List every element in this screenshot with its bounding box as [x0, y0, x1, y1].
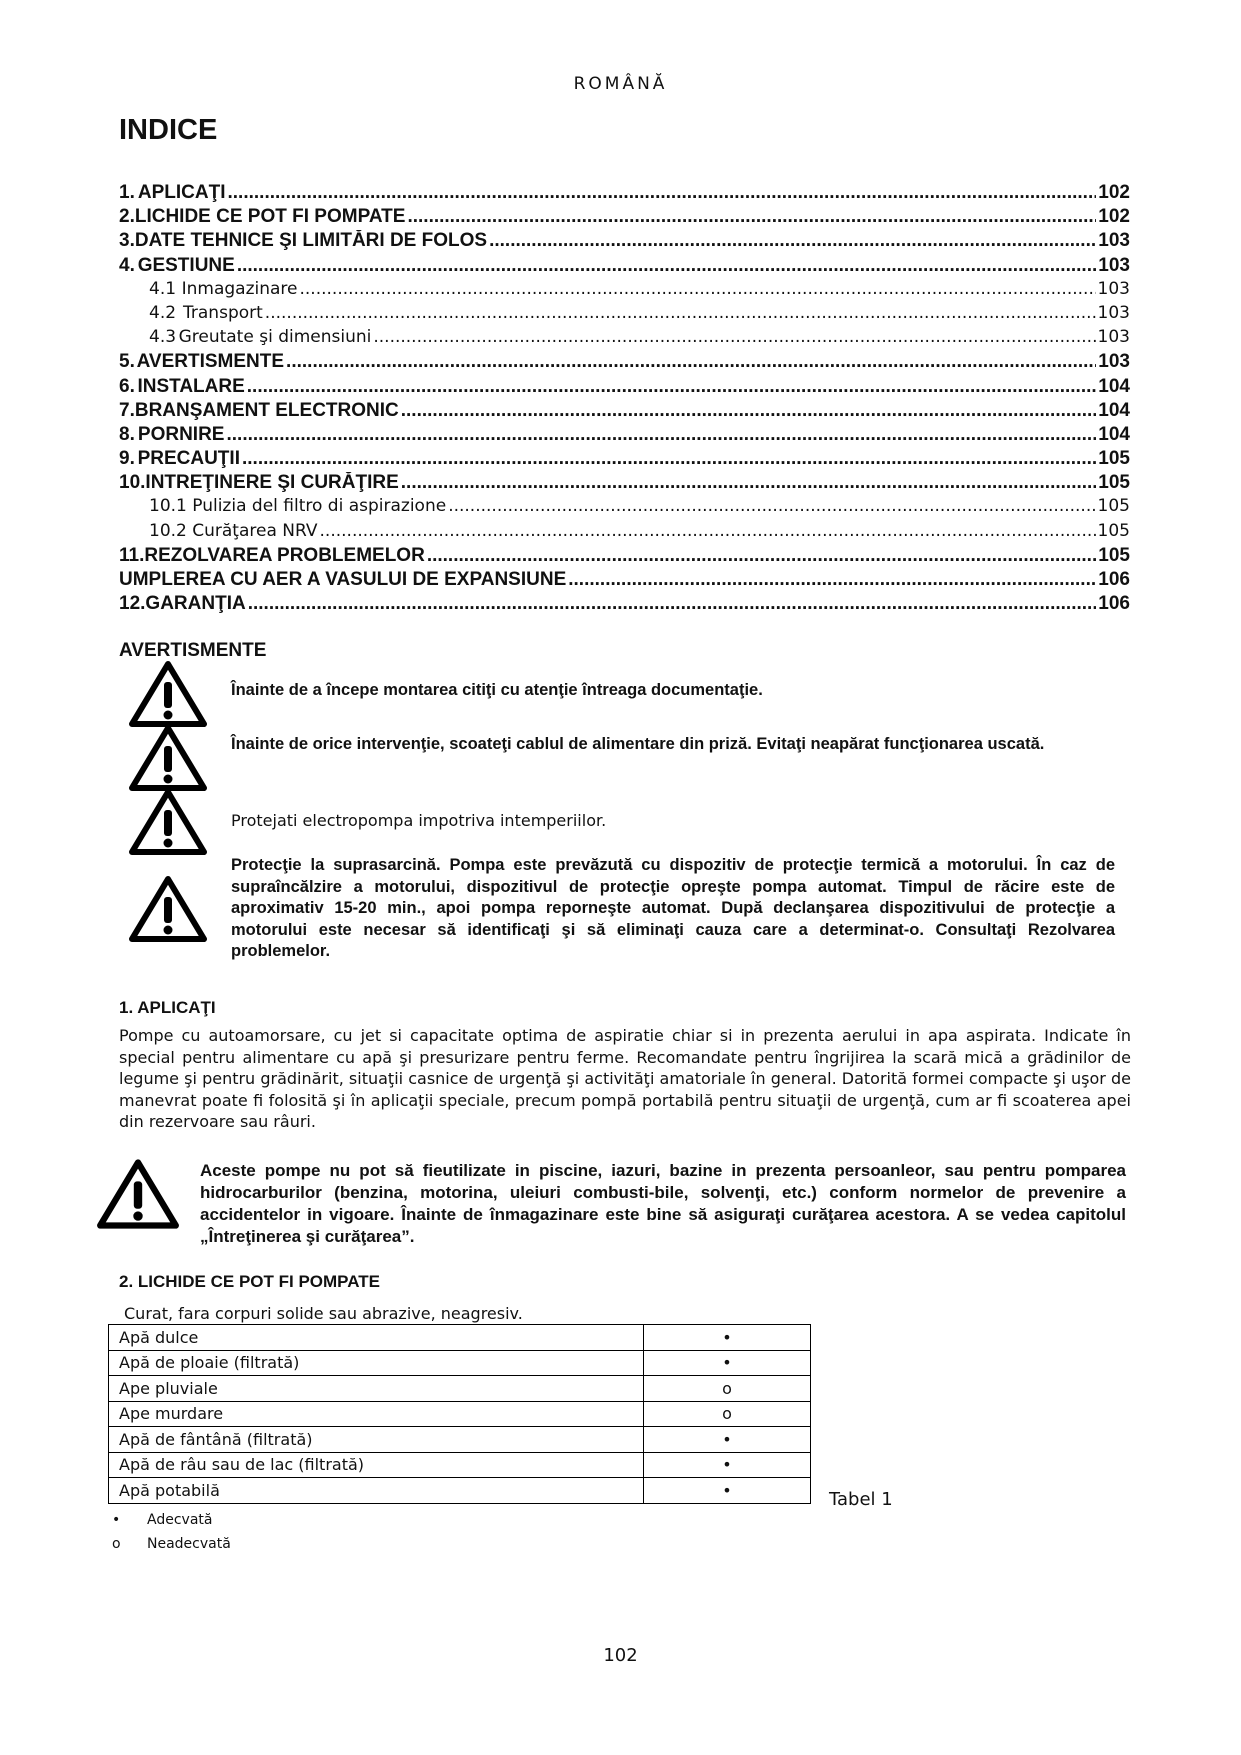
toc-leader-dots	[401, 472, 1097, 494]
toc-leader-dots	[247, 376, 1097, 398]
toc-entry-page: 103	[1098, 230, 1130, 252]
toc-entry-page: 103	[1097, 327, 1130, 348]
toc-entry	[119, 593, 1130, 617]
toc-entry-number: 12.	[119, 593, 146, 615]
toc-entry	[119, 279, 1130, 303]
toc-entry-page: 105	[1098, 544, 1130, 566]
toc-leader-dots	[489, 230, 1096, 252]
toc-entry-label: 10.1 Pulizia del filtro di aspirazione	[149, 496, 447, 517]
toc-entry-number: 2.	[119, 206, 135, 228]
legend-text: Neadecvată	[147, 1536, 231, 1552]
toc-leader-dots	[248, 593, 1097, 615]
toc-entry-label: INTREŢINERE ŞI CURĂŢIRE	[145, 472, 399, 494]
toc-entry-page: 103	[1098, 254, 1130, 276]
toc-entry-label: Greutate şi dimensiuni	[178, 327, 372, 348]
toc-entry	[119, 400, 1130, 424]
suitability-mark-cell: •	[644, 1452, 811, 1478]
toc-entry-number: 1.	[119, 182, 135, 203]
toc-leader-dots	[427, 545, 1096, 567]
toc-entry	[119, 376, 1130, 400]
table-row	[109, 1350, 811, 1376]
toc-entry-page: 104	[1098, 399, 1130, 421]
toc-entry-number: 4.	[119, 254, 135, 276]
table-row	[109, 1452, 811, 1478]
toc-leader-dots	[226, 424, 1096, 446]
toc-entry-label: DATE TEHNICE ŞI LIMITĂRI DE FOLOS	[134, 230, 488, 252]
toc-entry-label: GARANŢIA	[145, 593, 246, 615]
toc-leader-dots	[373, 327, 1095, 347]
toc-leader-dots	[568, 569, 1096, 591]
legend-item	[112, 1512, 212, 1528]
suitability-mark-cell: •	[644, 1427, 811, 1453]
section-2-intro: Curat, fara corpuri solide sau abrazive, neagresiv.	[124, 1304, 523, 1323]
toc-leader-dots	[237, 255, 1096, 277]
section-1-paragraph: Pompe cu autoamorsare, cu jet si capacitate optima de aspiratie chiar si in prezenta aerului in apa aspirata. Indicate în special pentru alimentare cu apă şi presurizare pentru ferme. Recomandate pentru îngrijirea la scară mică a grădinilor de legume şi pentru grădinărit, situaţii casnice de urgenţă şi activităţi amatoriale în general. Datorită formei compacte şi uşor de manevrat poate fi folosită şi în aplicaţii speciale, precum pompă portabilă pentru situaţii de urgenţă, cum ar fi scoaterea apei din rezervoare sau râuri.	[119, 1026, 1131, 1131]
suitability-mark-cell: •	[644, 1350, 811, 1376]
toc-entry-page: 102	[1098, 182, 1130, 203]
toc-entry	[119, 303, 1130, 327]
toc-entry-label: BRANŞAMENT ELECTRONIC	[134, 399, 399, 421]
liquid-name-cell: Apă de râu sau de lac (filtrată)	[109, 1452, 644, 1478]
toc-entry-label: PRECAUŢII	[137, 448, 240, 470]
liquid-name-cell: Apă de fântână (filtrată)	[109, 1427, 644, 1453]
legend-item	[112, 1536, 231, 1552]
liquid-name-cell: Apă potabilă	[109, 1478, 644, 1504]
toc-entry	[119, 206, 1130, 230]
legend-symbol: o	[112, 1536, 121, 1552]
toc-entry-label: Transport	[183, 302, 263, 323]
toc-leader-dots	[401, 400, 1097, 422]
legend-symbol: •	[112, 1512, 121, 1528]
warnings-heading: AVERTISMENTE	[119, 640, 267, 661]
toc-entry-label: Inmagazinare	[181, 278, 298, 299]
toc-entry-page: 105	[1097, 496, 1130, 517]
liquid-name-cell: Ape pluviale	[109, 1376, 644, 1402]
toc-entry-page: 104	[1098, 375, 1130, 397]
toc-entry-page: 106	[1098, 593, 1130, 615]
toc-entry-page: 102	[1098, 206, 1130, 228]
suitability-mark-cell: o	[644, 1401, 811, 1427]
legend-text: Adecvată	[147, 1512, 213, 1528]
language-header: ROMÂNĂ	[573, 74, 668, 94]
suitability-mark-cell: •	[644, 1325, 811, 1351]
toc-leader-dots	[448, 496, 1095, 516]
toc-entry-label: GESTIUNE	[137, 254, 235, 276]
table-row	[109, 1376, 811, 1402]
toc-entry	[119, 351, 1130, 375]
toc-entry-number: 6.	[119, 375, 135, 397]
toc-entry-label: REZOLVAREA PROBLEMELOR	[144, 544, 425, 566]
toc-leader-dots	[242, 448, 1096, 470]
toc-entry	[119, 230, 1130, 254]
toc-entry-page: 105	[1097, 520, 1130, 541]
table-row	[109, 1478, 811, 1504]
warning-text: Înainte de a începe montarea citiţi cu atenţie întreaga documentaţie.	[231, 681, 763, 699]
table-caption: Tabel 1	[829, 1489, 893, 1510]
toc-entry	[119, 182, 1130, 206]
toc-leader-dots	[407, 206, 1096, 228]
table-row	[109, 1325, 811, 1351]
toc-entry	[119, 521, 1130, 545]
toc-entry-page: 106	[1098, 569, 1130, 590]
toc-entry-label: LICHIDE CE POT FI POMPATE	[134, 206, 406, 228]
liquid-name-cell: Ape murdare	[109, 1401, 644, 1427]
toc-entry	[119, 448, 1130, 472]
toc-entry-number: 4.3	[149, 327, 177, 348]
toc-entry-number: 4.2	[149, 302, 177, 323]
suitability-mark-cell: o	[644, 1376, 811, 1402]
toc-entry-number: 5.	[119, 351, 135, 373]
toc-entry-number: 8.	[119, 423, 135, 445]
warning-triangle-icon	[128, 875, 208, 943]
table-row	[109, 1427, 811, 1453]
warning-text: Protecţie la suprasarcină. Pompa este prevăzută cu dispozitiv de protecţie termică a motorului. În caz de supraîncălzire a motorului, dispozitivul de protecţie opreşte pompa automat. Timpul de răcire este de aproximativ 15-20 min., apoi pompa reporneşte automat. După declanşarea dispozitivului de protecţie a motorului este necesar să identificaţi şi să eliminaţi cauza care a determinat-o. Consultaţi Rezolvarea problemelor.	[231, 856, 1115, 960]
toc-leader-dots	[300, 279, 1096, 299]
section-1-warning: Aceste pompe nu pot să fieutilizate in piscine, iazuri, bazine in prezenta persoanleor, sau pentru pomparea hidrocarburilor (benzina, motorina, uleiuri combusti-bile, solvenţi, etc.) conform normelor de prevenire a accidentelor in vigoare. Înainte de înmagazinare este bine să asiguraţi curăţarea acestora. A se vedea capitolul „Întreţinerea şi curăţarea”.	[200, 1161, 1126, 1246]
toc-entry	[119, 545, 1130, 569]
toc-entry	[119, 327, 1130, 351]
toc-entry-page: 103	[1097, 278, 1130, 299]
section-2-heading: 2. LICHIDE CE POT FI POMPATE	[119, 1272, 381, 1291]
suitability-mark-cell: •	[644, 1478, 811, 1504]
toc-entry-page: 104	[1098, 423, 1130, 445]
toc-entry-page: 105	[1098, 472, 1130, 494]
toc-entry-page: 105	[1098, 448, 1130, 470]
toc-entry	[119, 569, 1130, 593]
liquid-name-cell: Apă dulce	[109, 1325, 644, 1351]
warning-triangle-icon	[128, 724, 208, 792]
liquid-name-cell: Apă de ploaie (filtrată)	[109, 1350, 644, 1376]
toc-entry-label: PORNIRE	[137, 423, 225, 445]
section-1-heading: 1. APLICAŢI	[119, 998, 216, 1017]
toc-entry	[119, 472, 1130, 496]
toc-entry	[119, 496, 1130, 520]
warning-triangle-icon	[128, 788, 208, 856]
index-title: INDICE	[119, 114, 218, 146]
warning-triangle-icon	[96, 1158, 180, 1230]
warning-triangle-icon	[128, 660, 208, 728]
liquids-table	[108, 1324, 811, 1504]
toc-entry-label: AVERTISMENTE	[136, 351, 285, 373]
toc-leader-dots	[228, 182, 1097, 204]
warning-text: Înainte de orice intervenţie, scoateţi cablul de alimentare din priză. Evitaţi neapărat funcţionarea uscată.	[231, 735, 1045, 753]
toc-entry	[119, 424, 1130, 448]
page-number: 102	[603, 1645, 638, 1666]
toc-leader-dots	[320, 521, 1096, 541]
toc-entry-label: UMPLEREA CU AER A VASULUI DE EXPANSIUNE	[119, 569, 567, 590]
toc-entry-number: 7.	[119, 399, 135, 421]
table-of-contents	[119, 182, 1130, 617]
toc-entry-page: 103	[1097, 302, 1130, 323]
warning-text: Protejati electropompa impotriva intemperiilor.	[231, 811, 607, 830]
toc-entry-number: 10.	[119, 472, 146, 494]
toc-entry-number: 9.	[119, 448, 135, 470]
toc-entry-number: 4.1	[149, 278, 177, 299]
toc-entry-label: INSTALARE	[137, 375, 245, 397]
toc-entry-number: 11.	[119, 544, 145, 566]
toc-entry-label: 10.2 Curăţarea NRV	[149, 520, 318, 541]
toc-leader-dots	[265, 303, 1096, 323]
toc-entry-label: APLICAŢI	[137, 182, 226, 203]
toc-entry-number: 3.	[119, 230, 135, 252]
toc-leader-dots	[286, 351, 1096, 373]
toc-entry	[119, 255, 1130, 279]
toc-entry-page: 103	[1098, 351, 1130, 373]
table-row	[109, 1401, 811, 1427]
